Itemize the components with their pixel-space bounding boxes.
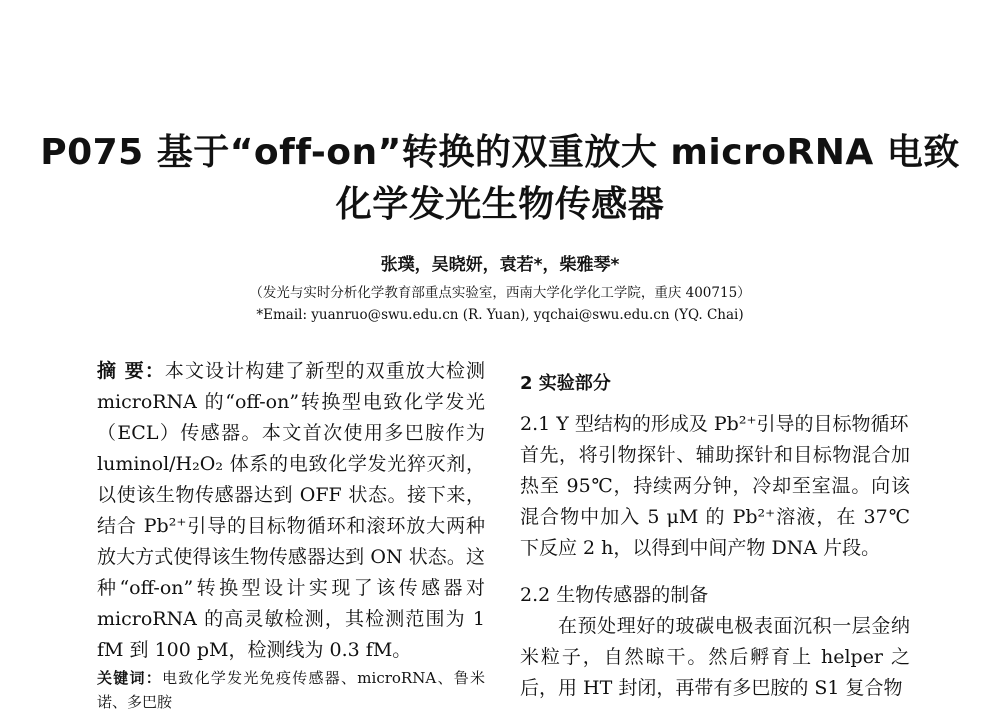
subsection-2-2-text: 在预处理好的玻碳电极表面沉积一层金纳米粒子，自然晾干。然后孵育上 helper 之后，用 HT 封闭，再带有多巴胺的 S1 复合物	[520, 615, 910, 699]
subsection-2-1-text: 首先，将引物探针、辅助探针和目标物混合加热至 95℃，持续两分钟，冷却至室温。向该混合物中加入 5 μM 的 Pb²⁺溶液，在 37℃下反应 2 h，以得到中间产物 DNA 片段。	[520, 444, 910, 559]
abstract-paragraph	[97, 356, 485, 666]
contact-email: *Email: yuanruo@swu.edu.cn (R. Yuan), yqchai@swu.edu.cn (YQ. Chai)	[256, 307, 744, 323]
abstract-column	[97, 356, 485, 714]
affiliation: （发光与实时分析化学教育部重点实验室，西南大学化学化工学院，重庆 400715）	[249, 285, 751, 301]
keywords-label: 关键词：	[97, 669, 163, 687]
abstract-text: 本文设计构建了新型的双重放大检测 microRNA 的“off-on”转换型电致化学发光（ECL）传感器。本文首次使用多巴胺作为 luminol/H₂O₂ 体系的电致化学发光猝灭剂，以使该生物传感器达到 OFF 状态。接下来，结合 Pb²⁺引导的目标物循环和滚环放大两种放大方式使得该生物传感器达到 ON 状态。这种“off-on”转换型设计实现了该传感器对 microRNA 的高灵敏检测，其检测范围为 1 fM 到 100 pM，检测线为 0.3 fM。	[97, 360, 485, 661]
paper-title-line-1: P075 基于“off-on”转换的双重放大 microRNA 电致	[40, 132, 960, 173]
subsection-2-2-heading: 2.2 生物传感器的制备	[520, 584, 709, 606]
paper-title-line-2: 化学发光生物传感器	[335, 184, 665, 225]
experimental-column	[520, 356, 910, 704]
keywords-paragraph	[97, 666, 485, 714]
author-list: 张璞，吴晓妍，袁若*，柴雅琴*	[380, 255, 620, 275]
keywords-text: 电致化学发光免疫传感器、microRNA、鲁米诺、多巴胺	[97, 669, 485, 711]
subsection-2-1-heading: 2.1 Y 型结构的形成及 Pb²⁺引导的目标物循环	[520, 413, 909, 435]
abstract-label: 摘 要：	[97, 360, 165, 382]
section-2-heading: 2 实验部分	[520, 373, 611, 394]
